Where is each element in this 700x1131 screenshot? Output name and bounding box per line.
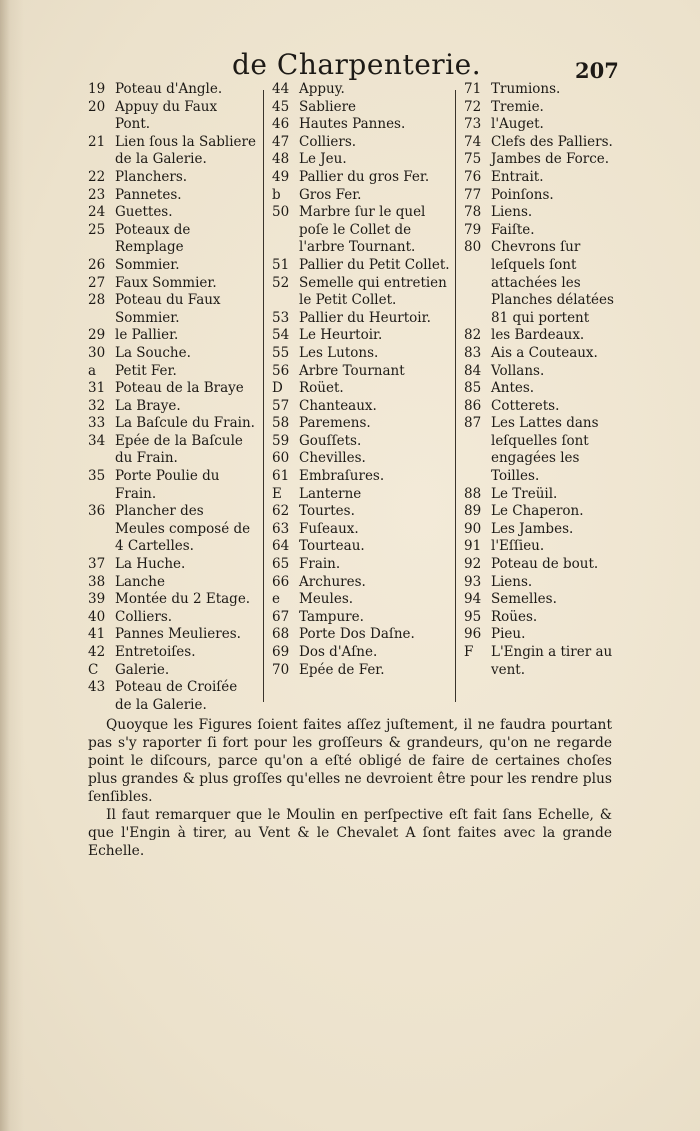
legend-entry-number: C [88,661,99,678]
legend-entry [464,81,624,99]
legend-entry [88,187,256,205]
legend-entry-number: 62 [272,503,290,520]
legend-entry [272,503,454,521]
legend-entry-number: 43 [88,679,106,696]
legend-entry-number: 65 [272,556,290,573]
legend-entry [464,626,624,644]
legend-entry [272,574,454,592]
legend-entry [272,187,454,205]
legend-entry-label: Les Lutons. [299,344,379,361]
legend-entry-label: les Bardeaux. [491,327,585,344]
legend-entry-label: Pallier du Heurtoir. [299,309,431,326]
legend-entry-label: Poinſons. [491,186,554,203]
legend-entry-label: Gouſſets. [299,432,362,449]
legend-entry-number: 95 [464,608,482,625]
legend-entry-number: 91 [464,538,482,555]
legend-entry [272,662,454,680]
legend-entry-label: Appuy du Faux Pont. [115,98,218,133]
legend-entry [272,345,454,363]
legend-entry [464,644,624,679]
legend-entry-label: Chevilles. [299,450,366,467]
legend-entry-label: Trumions. [491,81,561,97]
legend-entry [464,99,624,117]
legend-entry-label: Colliers. [299,133,357,150]
legend-entry [464,204,624,222]
legend-entry-number: 42 [88,644,106,660]
legend-entry-number: 50 [272,204,290,221]
column-rule [263,90,264,702]
legend-entry [88,257,256,275]
legend-entry-label: La Baſcule du Frain. [115,415,255,432]
legend-entry-label: L'Engin a tirer au vent. [491,644,613,678]
legend-entry [88,363,256,381]
legend-entry-number: 38 [88,573,106,590]
legend-entry [272,363,454,381]
legend-entry-number: 23 [88,186,106,203]
legend-entry-number: 67 [272,608,290,625]
legend-entry [272,626,454,644]
legend-entry-label: Semelles. [491,591,557,608]
legend-entry-label: le Pallier. [115,327,179,344]
legend-entry-label: Le Jeu. [299,151,347,168]
legend-entry-label: Roües. [491,608,538,625]
legend-entry-label: Hautes Pannes. [299,116,406,133]
legend-entry-number: F [464,644,474,660]
legend-entry-number: 20 [88,98,106,115]
legend-entry [464,486,624,504]
legend-entry-number: 64 [272,538,290,555]
legend-entry-number: 69 [272,644,290,660]
legend-entry-label: Pallier du gros Fer. [299,168,430,185]
legend-entry-number: 29 [88,327,106,344]
legend-entry-label: Liens. [491,573,533,590]
legend-entry-label: Tourtes. [299,503,355,520]
legend-entry [88,327,256,345]
legend-entry-label: Marbre ſur le quel poſe le Collet de l'arbre Tournant. [299,204,426,256]
legend-entry-number: 85 [464,380,482,397]
legend-entry [88,644,256,662]
legend-entry-label: l'Auget. [491,116,544,133]
legend-entry [88,134,256,169]
legend-entry-label: Pannetes. [115,186,182,203]
legend-entry [272,151,454,169]
legend-entry-number: 34 [88,432,106,449]
legend-entry-number: 22 [88,168,106,185]
legend-entry [88,468,256,503]
legend-entry-number: 47 [272,133,290,150]
legend-entry-label: Sabliere [299,98,357,115]
legend-entry-number: 80 [464,239,482,256]
legend-entry [88,679,256,714]
legend-entry-label: Gros Fer. [299,186,362,203]
legend-entry [272,169,454,187]
legend-entry-number: 41 [88,626,106,643]
legend-entry [88,556,256,574]
legend-entry-number: 66 [272,573,290,590]
legend-entry [272,591,454,609]
legend-entry [464,556,624,574]
legend-entry-label: Jambes de Force. [491,151,610,168]
legend-entry-label: Lien ſous la Sabliere de la Galerie. [115,133,256,168]
legend-entry-label: La Souche. [115,344,191,361]
legend-entry [272,538,454,556]
legend-entry [272,556,454,574]
legend-entry-label: Fuſeaux. [299,520,359,537]
legend-entry-label: Arbre Tournant [299,362,405,379]
legend-entry [88,503,256,556]
legend-entry [464,169,624,187]
legend-column-2 [272,81,454,679]
legend-entry-number: 24 [88,204,106,221]
legend-entry-label: Les Jambes. [491,520,574,537]
legend-entry-number: 68 [272,626,290,643]
legend-entry-number: 26 [88,256,106,273]
legend-entry-number: 74 [464,133,482,150]
legend-entry-label: Liens. [491,204,533,221]
legend-entry [88,99,256,134]
legend-entry-label: Chevrons ſur leſquels ſont attachées les Planches délatées 81 qui portent [491,239,614,326]
legend-entry-number: 36 [88,503,106,520]
legend-entry-label: Le Chaperon. [491,503,584,520]
legend-entry-number: 93 [464,573,482,590]
legend-entry-number: a [88,362,97,379]
legend-entry-number: 59 [272,432,290,449]
legend-entry-label: Chanteaux. [299,397,377,414]
legend-entry-number: 58 [272,415,290,432]
legend-entry-number: 57 [272,397,290,414]
legend-entry [272,134,454,152]
legend-entry-number: 52 [272,274,290,291]
legend-entry [272,486,454,504]
legend-entry-label: Le Heurtoir. [299,327,383,344]
legend-entry-label: Frain. [299,556,341,573]
legend-entry [272,398,454,416]
legend-entry [88,345,256,363]
running-head: de Charpenterie. [232,48,482,81]
legend-entry [272,275,454,310]
legend-entry [464,363,624,381]
legend-entry [88,204,256,222]
legend-entry [464,327,624,345]
legend-entry [88,292,256,327]
legend-entry [272,450,454,468]
legend-entry-label: Clefs des Palliers. [491,133,613,150]
legend-entry-label: Porte Poulie du Frain. [115,468,220,502]
legend-entry-label: Meules. [299,591,354,608]
legend-entry-number: 86 [464,397,482,414]
legend-entry-label: Epée de la Baſcule du Frain. [115,432,243,467]
legend-entry-label: Poteau de Croiſée de la Galerie. [115,679,238,713]
legend-entry-number: 63 [272,520,290,537]
legend-entry-label: Pallier du Petit Collet. [299,256,450,273]
legend-entry [272,81,454,99]
page-number: 207 [575,58,619,83]
legend-entry-label: Entrait. [491,168,544,185]
legend-entry-number: 87 [464,415,482,432]
legend-entry-number: 71 [464,81,482,97]
legend-entry [88,415,256,433]
legend-entry-number: 60 [272,450,290,467]
legend-entry-label: Dos d'Aſne. [299,644,378,660]
legend-entry-number: 89 [464,503,482,520]
legend-entry [88,222,256,257]
legend-entry-label: Embraſures. [299,468,385,485]
legend-entry [272,609,454,627]
legend-entry-label: Le Treüil. [491,485,558,502]
legend-entry [88,591,256,609]
legend-entry-number: 73 [464,116,482,133]
legend-entry [272,327,454,345]
legend-entry-number: 25 [88,221,106,238]
legend-entry-number: 45 [272,98,290,115]
legend-entry [464,187,624,205]
legend-entry [464,151,624,169]
legend-entry-number: 31 [88,380,106,397]
legend-entry-number: 76 [464,168,482,185]
legend-entry-number: 75 [464,151,482,168]
legend-entry-label: Entretoiſes. [115,644,196,660]
legend-entry [464,538,624,556]
legend-entry-label: Poteau d'Angle. [115,81,223,97]
legend-entry-label: Sommier. [115,256,180,273]
legend-entry-number: 27 [88,274,106,291]
legend-entry [88,380,256,398]
legend-entry-label: Cotterets. [491,397,560,414]
legend-entry [464,415,624,485]
legend-entry [88,626,256,644]
legend-entry [272,310,454,328]
legend-entry-number: 55 [272,344,290,361]
legend-entry [88,662,256,680]
legend-entry-number: e [272,591,280,608]
legend-entry-label: Guettes. [115,204,173,221]
legend-entry-label: Planchers. [115,168,188,185]
legend-entry-number: 51 [272,256,290,273]
legend-entry [464,116,624,134]
legend-entry-label: Tourteau. [299,538,365,555]
legend-entry-label: l'Eſſieu. [491,538,545,555]
legend-entry-label: Poteau du Faux Sommier. [115,292,221,326]
column-rule [455,90,456,702]
legend-entry-label: Lanterne [299,485,362,502]
legend-entry-number: 77 [464,186,482,203]
legend-entry-label: Paremens. [299,415,371,432]
legend-entry-number: 90 [464,520,482,537]
legend-entry [272,116,454,134]
legend-entry [464,345,624,363]
legend-entry-number: 49 [272,168,290,185]
legend-entry-label: Porte Dos Daſne. [299,626,415,643]
legend-entry-number: 19 [88,81,106,97]
legend-entry [464,398,624,416]
legend-entry [88,609,256,627]
legend-entry-label: Faiſte. [491,221,535,238]
legend-entry-number: 30 [88,344,106,361]
legend-entry [464,521,624,539]
legend-entry [272,204,454,257]
legend-entry-label: Pieu. [491,626,526,643]
legend-entry-number: 96 [464,626,482,643]
legend-column-3 [464,81,624,679]
legend-entry-number: 40 [88,608,106,625]
legend-entry-label: Antes. [491,380,535,397]
legend-entry [464,380,624,398]
legend-entry-label: Semelle qui entretien le Petit Collet. [299,274,447,309]
legend-entry-number: 39 [88,591,106,608]
legend-entry-label: Ais a Couteaux. [491,344,598,361]
legend-entry-label: Poteau de bout. [491,556,599,573]
legend-entry-number: 56 [272,362,290,379]
legend-entry-label: Colliers. [115,608,173,625]
legend-entry-number: 78 [464,204,482,221]
legend-entry [88,574,256,592]
legend-entry-number: 83 [464,344,482,361]
legend-entry [464,239,624,327]
legend-entry-number: 28 [88,292,106,309]
legend-entry-number: 92 [464,556,482,573]
legend-entry-label: Epée de Fer. [299,661,385,678]
legend-entry-label: Plancher des Meules composé de 4 Cartelles. [115,503,251,555]
legend-entry [272,644,454,662]
note-paragraph: Il faut remarquer que le Moulin en perſpective eſt fait ſans Echelle, & que l'Engin à tirer, au Vent & le Chevalet A ſont faites avec la grande Echelle. [88,807,612,859]
legend-entry-label: Les Lattes dans leſquelles ſont engagées les Toilles. [491,415,599,485]
legend-entry [464,503,624,521]
legend-entry [88,169,256,187]
legend-entry [88,433,256,468]
legend-entry-label: Poteaux de Remplage [115,221,191,256]
legend-entry [272,433,454,451]
legend-entry [88,398,256,416]
legend-entry [272,468,454,486]
legend-entry-label: Galerie. [115,661,170,678]
legend-entry-label: Tremie. [491,98,544,115]
legend-entry-number: E [272,485,282,502]
legend-entry-label: Tampure. [299,608,364,625]
legend-entry [464,222,624,240]
legend-entry-label: Petit Fer. [115,362,177,379]
legend-entry-number: 44 [272,81,290,97]
legend-entry-label: Poteau de la Braye [115,380,244,397]
legend-entry-label: Archures. [299,573,366,590]
legend-entry-label: La Braye. [115,397,181,414]
legend-entry-label: Faux Sommier. [115,274,217,291]
note-paragraph: Quoyque les Figures ſoient faites aſſez juſtement, il ne faudra pourtant pas s'y raporter ſi fort pour les groſſeurs & grandeurs, qu'on ne regarde point le diſcours, parce qu'on a eſté obligé de faire de certaines choſes plus grandes & plus groſſes qu'elles ne devroient être pour les rendre plus ſenſibles. [88,717,612,805]
legend-entry [464,591,624,609]
legend-entry-number: 84 [464,362,482,379]
legend-entry [272,415,454,433]
legend-entry-number: 79 [464,221,482,238]
legend-entry-label: Montée du 2 Etage. [115,591,251,608]
legend-entry [272,521,454,539]
legend-entry-number: 82 [464,327,482,344]
legend-entry-number: 33 [88,415,106,432]
legend-entry [464,609,624,627]
note-text [88,716,612,860]
legend-entry-number: 54 [272,327,290,344]
legend-entry [464,134,624,152]
legend-entry-number: D [272,380,283,397]
legend-entry [272,380,454,398]
legend-entry-number: 88 [464,485,482,502]
legend-entry-number: 72 [464,98,482,115]
legend-entry-label: Pannes Meulieres. [115,626,241,643]
legend-entry [272,99,454,117]
legend-entry [88,81,256,99]
legend-entry-label: Appuy. [299,81,345,97]
legend-entry-number: 21 [88,133,106,150]
legend-entry-label: La Huche. [115,556,186,573]
legend-entry-number: 70 [272,661,290,678]
legend-entry-number: b [272,186,281,203]
legend-entry-label: Roüet. [299,380,344,397]
legend-entry [88,275,256,293]
legend-entry-number: 32 [88,397,106,414]
legend-entry-number: 94 [464,591,482,608]
legend-entry [464,574,624,592]
legend-entry-number: 53 [272,309,290,326]
legend-entry-number: 48 [272,151,290,168]
legend-entry-number: 35 [88,468,106,485]
legend-entry-number: 46 [272,116,290,133]
legend-column-1 [88,81,256,714]
legend-entry-label: Lanche [115,573,165,590]
legend-entry-number: 61 [272,468,290,485]
legend-entry-label: Vollans. [491,362,545,379]
legend-entry [272,257,454,275]
legend-entry-number: 37 [88,556,106,573]
